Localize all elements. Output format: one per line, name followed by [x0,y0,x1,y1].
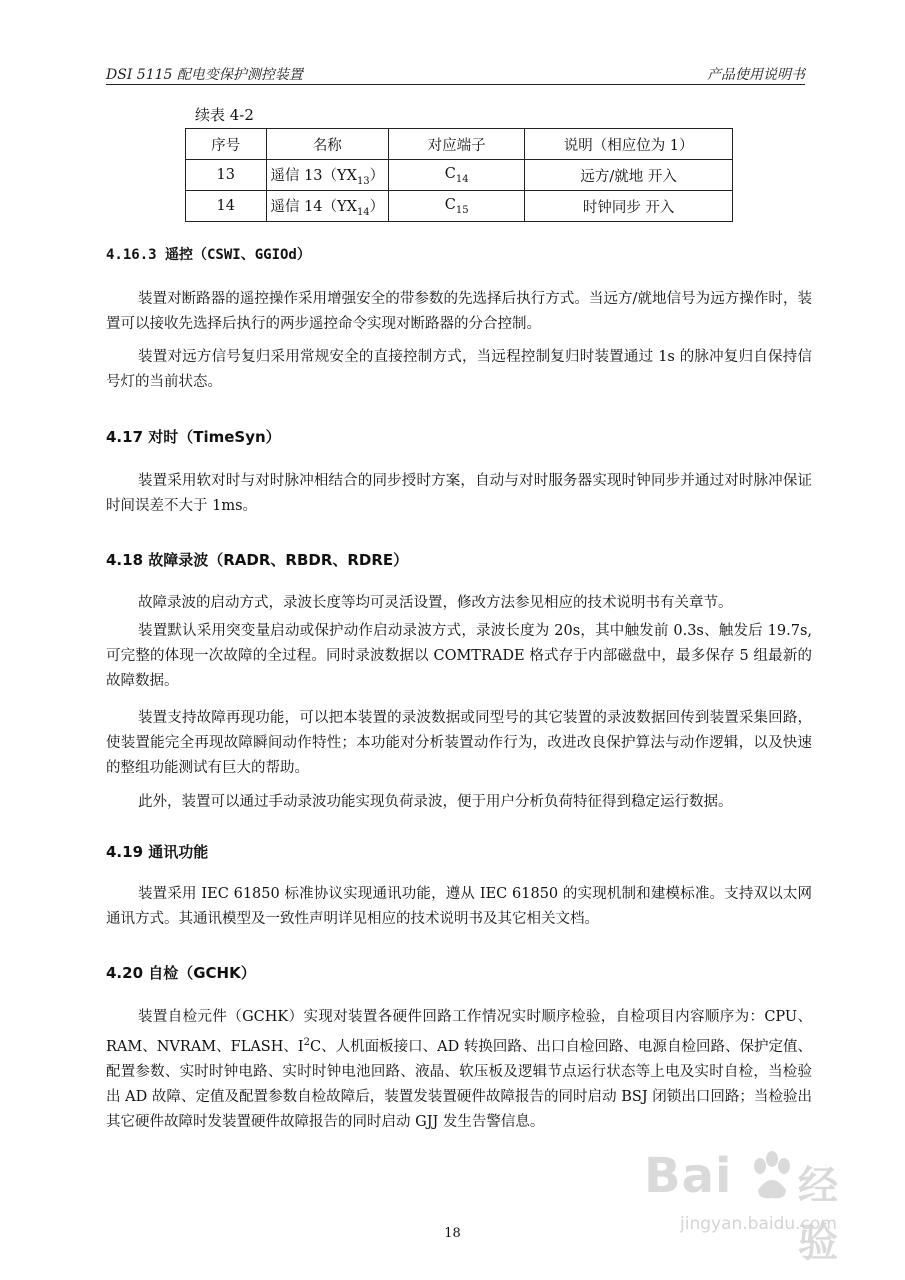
header-cell-name: 名称 [266,129,389,160]
heading-4-19: 4.19 通讯功能 [106,843,209,861]
terminal-table [185,128,733,222]
cell-no: 14 [186,191,267,222]
page-header [106,62,805,85]
paragraph: 装置自检元件（GCHK）实现对装置各硬件回路工作情况实时顺序检验，自检项目内容顺序为：CPU、RAM、NVRAM、FLASH、$I^2C$、人机面板接口、AD 转换回路、出口自检回路、电源自检回路、保护定值、配置参数、实时时钟电路、实时时钟电池回路、液晶、软压板及逻辑节点运行状态等上电及实时自检，当检验出 AD 故障、定值及配置参数自检故障后，装置发装置硬件故障报告的同时启动 BSJ 闭锁出口回路；当检验出其它硬件故障时发装置硬件故障报告的同时启动 GJJ 发生告警信息。 [106,1009,812,1130]
paragraph: 装置采用软对时与对时脉冲相结合的同步授时方案，自动与对时服务器实现时钟同步并通过对时脉冲保证时间误差不大于 1ms。 [106,473,812,514]
cell-name: 遥信 $13(YX_{13})$ [266,160,389,191]
cell-no: 13 [186,160,267,191]
table-row [186,160,733,191]
header-cell-desc: 说明（相应位为 1） [525,129,733,160]
table-caption: 续表 4-2 [195,106,254,124]
table-row [186,191,733,222]
cell-terminal: $C_{15}$ [389,191,525,222]
paragraph: 装置对远方信号复归采用常规安全的直接控制方式，当远程控制复归时装置通过 1s 的脉冲复归自保持信号灯的当前状态。 [106,349,812,390]
paragraph: 装置支持故障再现功能，可以把本装置的录波数据或同型号的其它装置的录波数据回传到装置采集回路，使装置能完全再现故障瞬间动作特性；本功能对分析装置动作行为，改进改良保护算法与动作逻辑，以及快速的整组功能测试有巨大的帮助。 [106,710,812,776]
header-doc-title: DSI 5115 配电变保护测控装置 [106,67,303,83]
paragraph: 故障录波的启动方式，录波长度等均可灵活设置，修改方法参见相应的技术说明书有关章节。 [138,595,733,611]
heading-4-17: 4.17 对时（TimeSyn） [106,428,281,446]
paragraph: 此外，装置可以通过手动录波功能实现负荷录波，便于用户分析负荷特征得到稳定运行数据。 [138,794,733,810]
watermark-logo-cn: 经验 [798,1163,839,1266]
paragraph: 装置默认采用突变量启动或保护动作启动录波方式，录波长度为 20s，其中触发前 0.3s、触发后 19.7s,可完整的体现一次故障的全过程。同时录波数据以 COMTRADE 格式存于内部磁盘中，最多保存 5 组最新的故障数据。 [106,623,812,689]
heading-4-20: 4.20 自检（GCHK） [106,964,256,982]
watermark-url: jingyan.baidu.com [680,1214,837,1234]
paw-icon [748,1150,796,1202]
cell-terminal: $C_{14}$ [389,160,525,191]
watermark-logo-text: Bai [644,1148,733,1204]
cell-name: 遥信 $14(YX_{14})$ [266,191,389,222]
header-doc-type: 产品使用说明书 [707,67,805,83]
header-cell-terminal: 对应端子 [389,129,525,160]
header-cell-no: 序号 [186,129,267,160]
heading-4-16-3: 4.16.3 遥控（CSWI、GGIOd） [106,247,311,263]
table-header-row [186,129,733,160]
paragraph: 装置采用 IEC 61850 标准协议实现通讯功能，遵从 IEC 61850 的实现机制和建模标准。支持双以太网通讯方式。其通讯模型及一致性声明详见相应的技术说明书及其它相关文档。 [106,886,812,927]
cell-desc: 时钟同步 开入 [525,191,733,222]
heading-4-18: 4.18 故障录波（RADR、RBDR、RDRE） [106,551,409,569]
page-number: 18 [444,1226,461,1241]
baidu-watermark [638,1148,878,1266]
paragraph: 装置对断路器的遥控操作采用增强安全的带参数的先选择后执行方式。当远方/就地信号为远方操作时，装置可以接收先选择后执行的两步遥控命令实现对断路器的分合控制。 [106,291,812,332]
cell-desc: 远方/就地 开入 [525,160,733,191]
